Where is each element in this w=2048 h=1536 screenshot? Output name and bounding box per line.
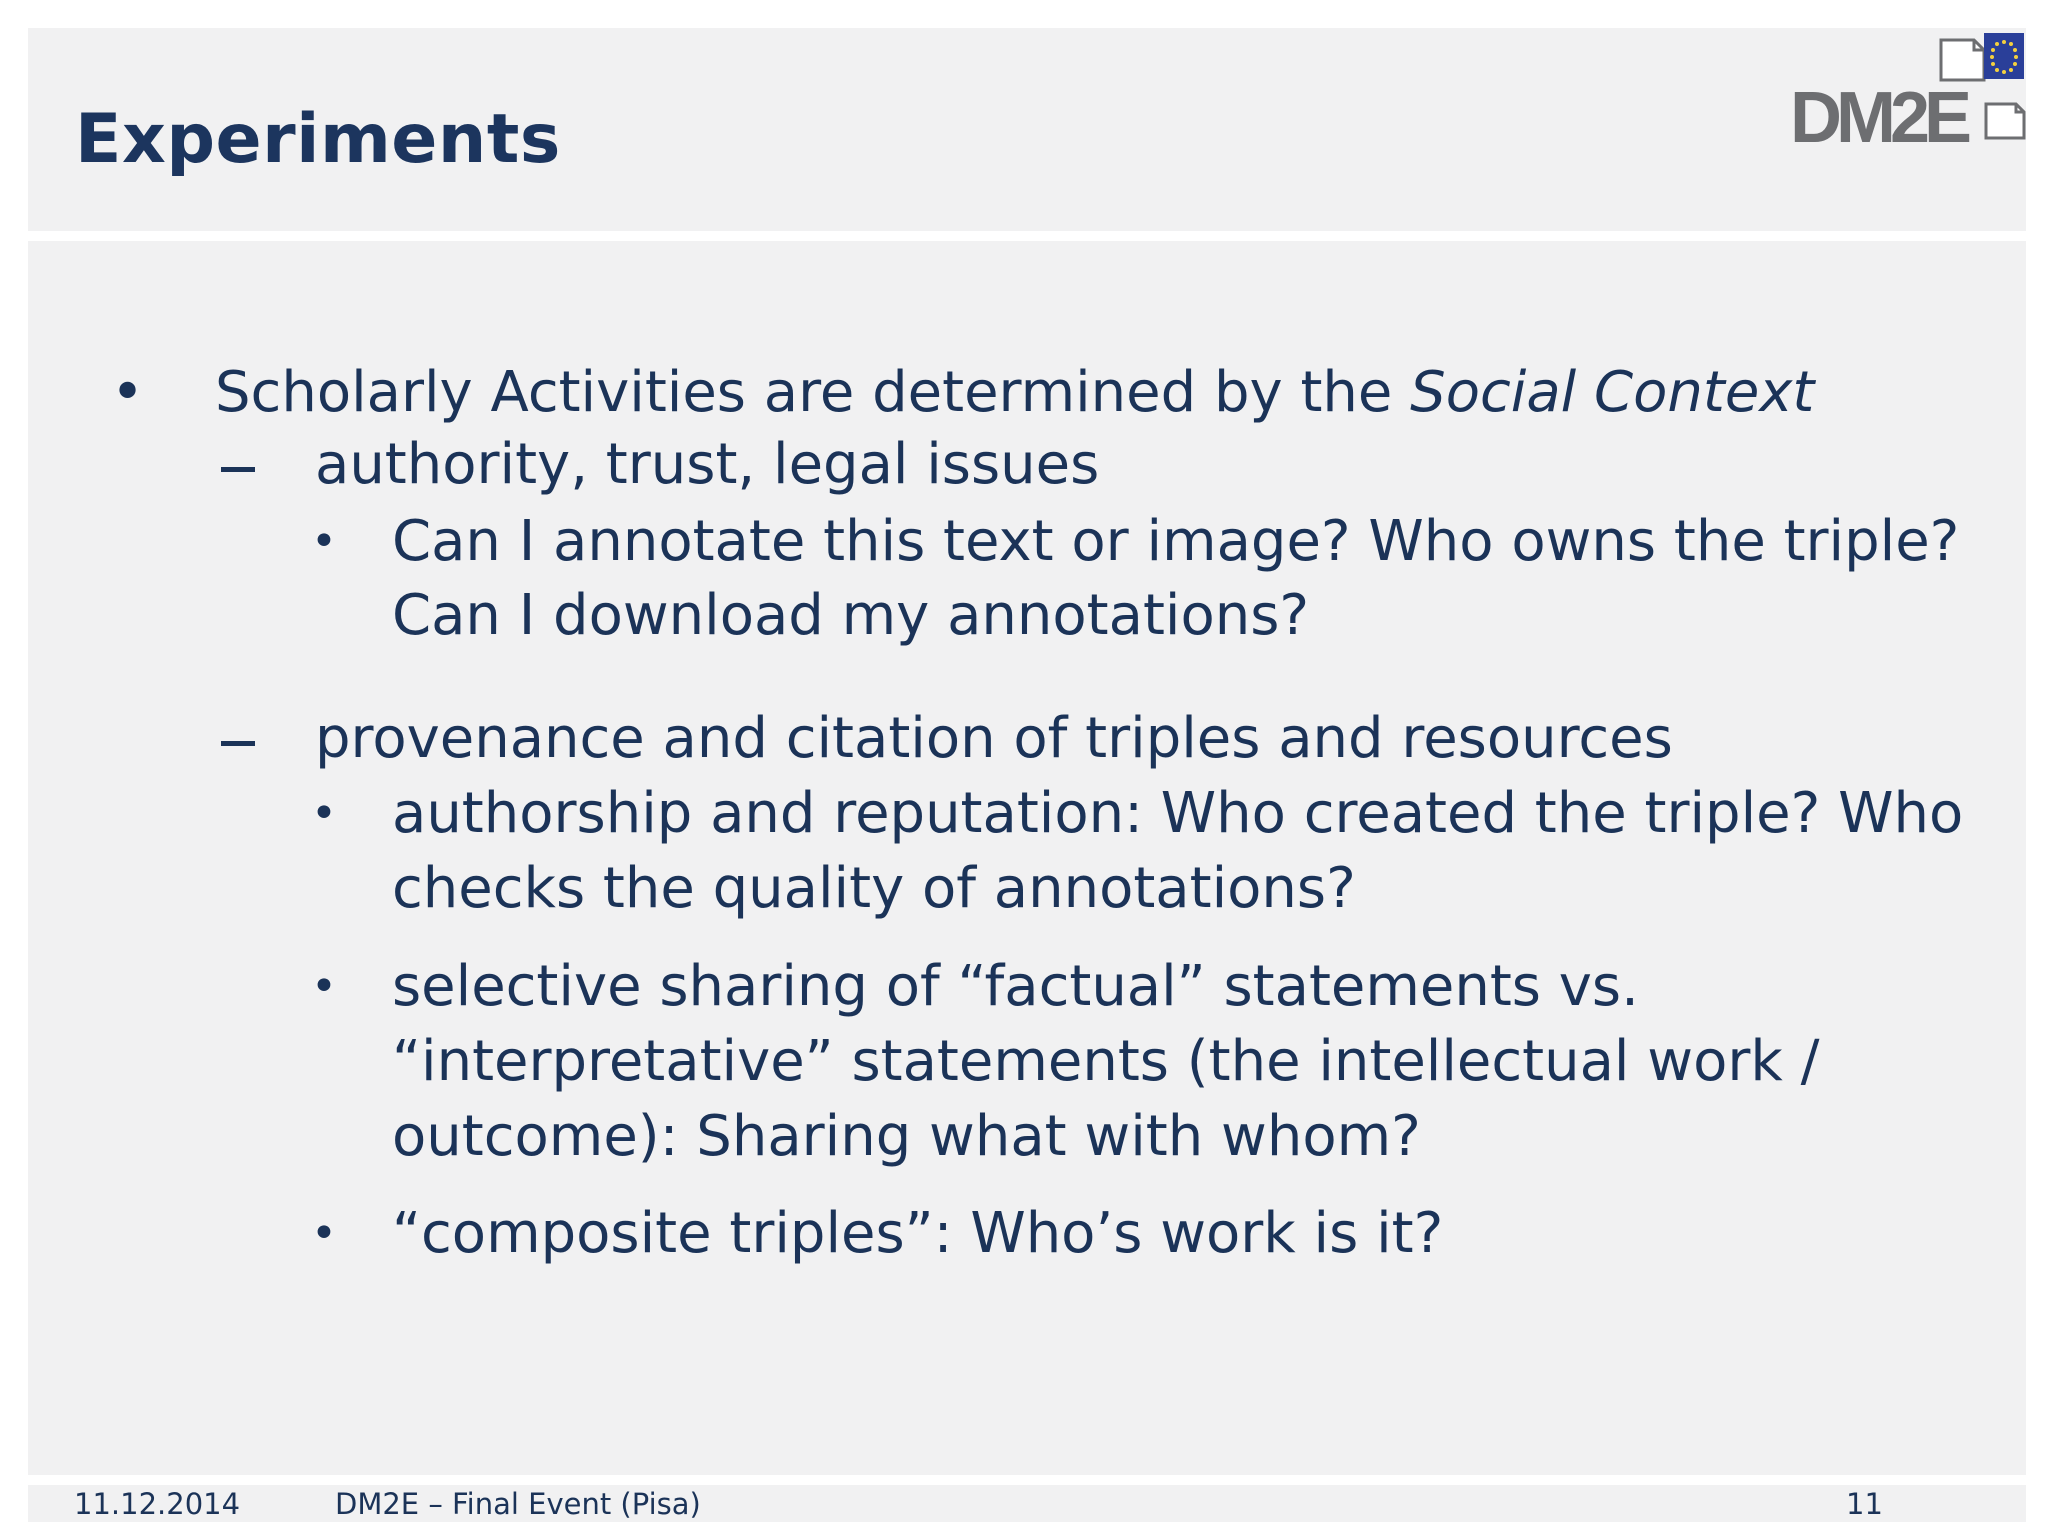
list-item: “composite triples”: Who’s work is it? (392, 1201, 1444, 1266)
footer-date: 11.12.2014 (74, 1487, 241, 1521)
dash-marker (221, 741, 255, 746)
bullet-marker: • (311, 1208, 337, 1259)
list-item: Can I download my annotations? (392, 583, 1310, 648)
bullet-marker: • (311, 961, 337, 1012)
slide (28, 28, 2026, 1522)
list-item: selective sharing of “factual” statements vs. (392, 954, 1639, 1019)
list-item (215, 355, 1814, 431)
list-item: outcome): Sharing what with whom? (392, 1104, 1421, 1169)
list-item: checks the quality of annotations? (392, 856, 1356, 921)
document-icon (1986, 104, 2024, 138)
dash-marker (221, 467, 255, 472)
document-icon (1941, 40, 1984, 80)
bullet-marker: • (111, 360, 145, 425)
slide-header (28, 28, 2026, 231)
list-item: authorship and reputation: Who created the triple? Who (392, 781, 1964, 846)
page-number: 11 (1846, 1487, 1883, 1521)
bullet-emphasis: Social Context (1410, 360, 1815, 425)
bullet-marker: • (311, 788, 337, 839)
eu-flag-logo (1984, 33, 2024, 79)
slide-footer (28, 1485, 2026, 1522)
logo-text: DM2E (1790, 78, 1967, 158)
list-item: provenance and citation of triples and resources (315, 706, 1673, 771)
footer-event: DM2E – Final Event (Pisa) (335, 1487, 701, 1521)
bullet-marker: • (311, 516, 337, 567)
list-item: Can I annotate this text or image? Who owns the triple? (392, 509, 1960, 574)
dm2e-logo (1788, 28, 2026, 158)
bullet-text: Scholarly Activities are determined by the (215, 360, 1411, 425)
slide-body (28, 241, 2026, 1475)
slide-title: Experiments (75, 100, 561, 179)
list-item: “interpretative” statements (the intellectual work / (392, 1029, 1820, 1094)
list-item: authority, trust, legal issues (315, 432, 1100, 497)
bullet-list (28, 241, 2026, 1475)
